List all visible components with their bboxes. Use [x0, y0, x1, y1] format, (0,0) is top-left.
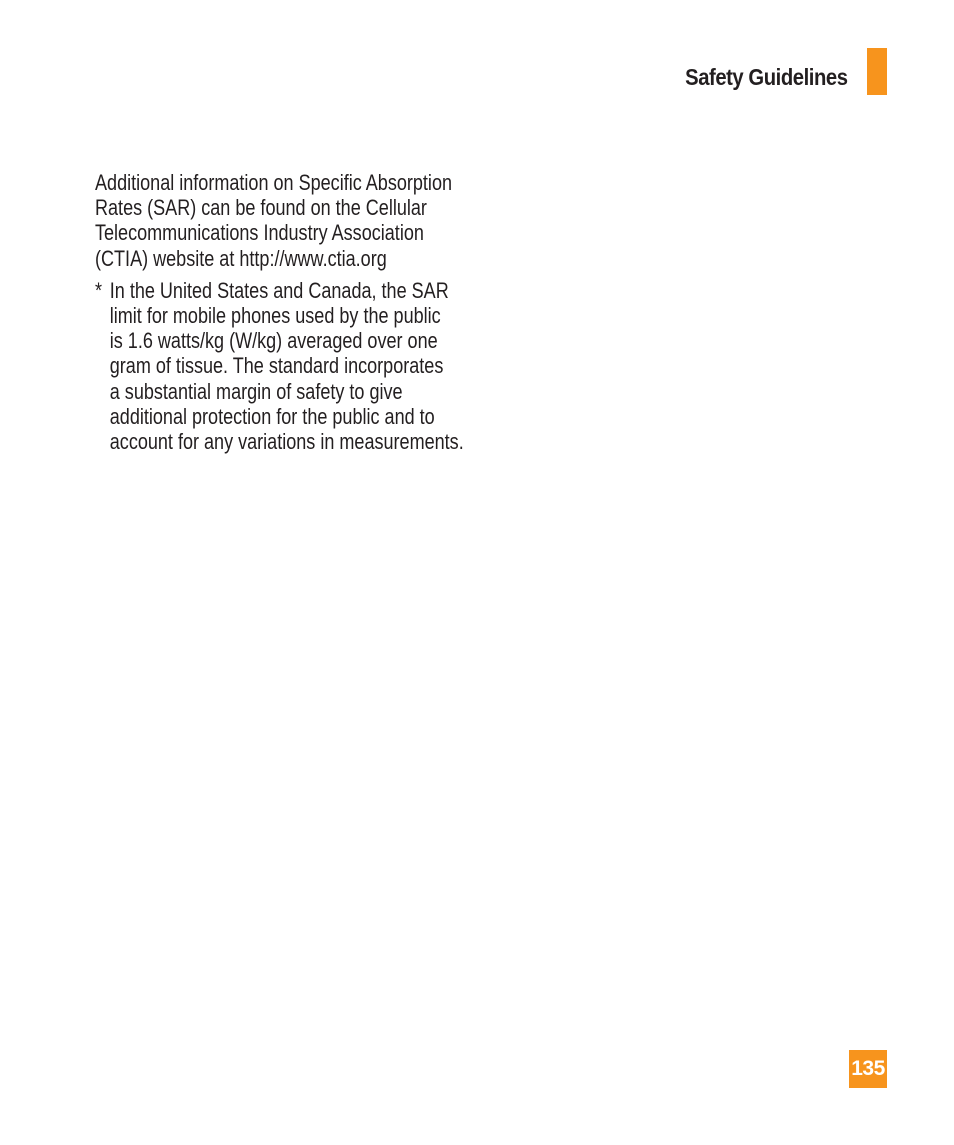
paragraph-line: Additional information on Specific Absorption	[95, 170, 453, 195]
footnote-marker: *	[95, 277, 103, 303]
paragraph-line: Telecommunications Industry Association	[95, 220, 424, 246]
page-title: Safety Guidelines	[685, 64, 848, 90]
footnote-line: gram of tissue. The standard incorporates	[109, 353, 444, 379]
sar-limit-footnote	[95, 277, 464, 455]
paragraph-line: Rates (SAR) can be found on the Cellular	[95, 195, 427, 221]
section-tab-marker	[867, 48, 887, 95]
footnote-line: In the United States and Canada, the SAR	[109, 277, 449, 303]
footnote-line: limit for mobile phones used by the public	[109, 303, 441, 329]
page-number: 135	[849, 1050, 887, 1088]
paragraph-line: (CTIA) website at http://www.ctia.org	[95, 245, 387, 271]
footnote-line: a substantial margin of safety to give	[109, 378, 403, 404]
footnote-line: is 1.6 watts/kg (W/kg) averaged over one	[109, 328, 438, 354]
footnote-line: additional protection for the public and to	[109, 403, 435, 429]
body-text	[95, 170, 464, 455]
footnote-line: account for any variations in measurements.	[109, 429, 464, 455]
sar-info-paragraph	[95, 170, 456, 271]
